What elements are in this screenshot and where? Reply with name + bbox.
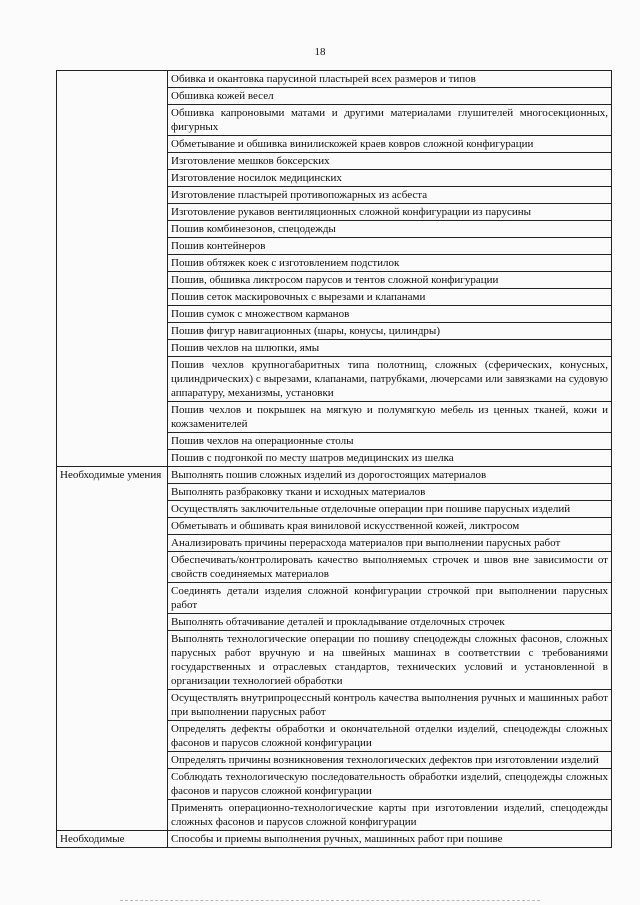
requirement-item: Выполнять разбраковку ткани и исходных материалов [168,484,612,501]
requirement-item: Пошив чехлов крупногабаритных типа полотнищ, сложных (сферических, конусных, цилиндрических) с вырезами, клапанами, патрубками, лючерсами или завязками на судовую аппаратуру, механизмы, установки [168,357,612,402]
requirement-item: Обивка и окантовка парусиной пластырей всех размеров и типов [168,71,612,88]
requirement-item: Изготовление пластырей противопожарных из асбеста [168,187,612,204]
requirement-item: Обшивка кожей весел [168,88,612,105]
requirement-item: Пошив обтяжек коек с изготовлением подстилок [168,255,612,272]
requirement-item: Выполнять технологические операции по пошиву спецодежды сложных фасонов, сложных парусных работ вручную и на швейных машинах в соответствии с требованиями государственных и отраслевых стандартов, технических условий и установленной в организации технологией обработки [168,631,612,690]
requirement-item: Выполнять обтачивание деталей и прокладывание отделочных строчек [168,614,612,631]
requirement-item: Определять дефекты обработки и окончательной отделки изделий, спецодежды сложных фасонов и парусов сложной конфигурации [168,721,612,752]
requirement-item: Пошив фигур навигационных (шары, конусы, цилиндры) [168,323,612,340]
requirement-item: Пошив контейнеров [168,238,612,255]
section-label: Необходимые умения [57,467,168,831]
requirement-item: Пошив, обшивка ликтросом парусов и тентов сложной конфигурации [168,272,612,289]
requirement-item: Способы и приемы выполнения ручных, машинных работ при пошиве [168,831,612,848]
requirement-item: Осуществлять внутрипроцессный контроль качества выполнения ручных и машинных работ при выполнении парусных работ [168,690,612,721]
requirement-item: Анализировать причины перерасхода материалов при выполнении парусных работ [168,535,612,552]
section-label [57,71,168,467]
requirement-item: Применять операционно-технологические карты при изготовлении изделий, спецодежды сложных фасонов и парусов сложной конфигурации [168,800,612,831]
table-row [57,467,612,484]
page-bottom-edge [120,900,540,901]
requirement-item: Изготовление носилок медицинских [168,170,612,187]
requirement-item: Обметывание и обшивка винилискожей краев ковров сложной конфигурации [168,136,612,153]
requirement-item: Определять причины возникновения технологических дефектов при изготовлении изделий [168,752,612,769]
requirement-item: Пошив с подгонкой по месту шатров медицинских из шелка [168,450,612,467]
requirement-item: Обметывать и обшивать края виниловой искусственной кожей, ликтросом [168,518,612,535]
requirement-item: Изготовление рукавов вентиляционных сложной конфигурации из парусины [168,204,612,221]
requirement-item: Пошив чехлов и покрышек на мягкую и полумягкую мебель из ценных тканей, кожи и кожзаменителей [168,402,612,433]
requirement-item: Пошив комбинезонов, спецодежды [168,221,612,238]
requirements-table [56,70,612,848]
requirements-table-body [57,71,612,848]
section-label: Необходимые [57,831,168,848]
requirement-item: Обеспечивать/контролировать качество выполняемых строчек и швов вне зависимости от свойств соединяемых материалов [168,552,612,583]
requirement-item: Выполнять пошив сложных изделий из дорогостоящих материалов [168,467,612,484]
requirement-item: Соблюдать технологическую последовательность обработки изделий, спецодежды сложных фасонов и парусов сложной конфигурации [168,769,612,800]
table-row [57,71,612,88]
requirement-item: Осуществлять заключительные отделочные операции при пошиве парусных изделий [168,501,612,518]
requirement-item: Пошив сеток маскировочных с вырезами и клапанами [168,289,612,306]
requirement-item: Пошив чехлов на шлюпки, ямы [168,340,612,357]
requirement-item: Обшивка капроновыми матами и другими материалами глушителей многосекционных, фигурных [168,105,612,136]
requirement-item: Пошив сумок с множеством карманов [168,306,612,323]
requirement-item: Пошив чехлов на операционные столы [168,433,612,450]
table-row [57,831,612,848]
page-number: 18 [314,46,326,58]
requirement-item: Изготовление мешков боксерских [168,153,612,170]
requirement-item: Соединять детали изделия сложной конфигурации строчкой при выполнении парусных работ [168,583,612,614]
